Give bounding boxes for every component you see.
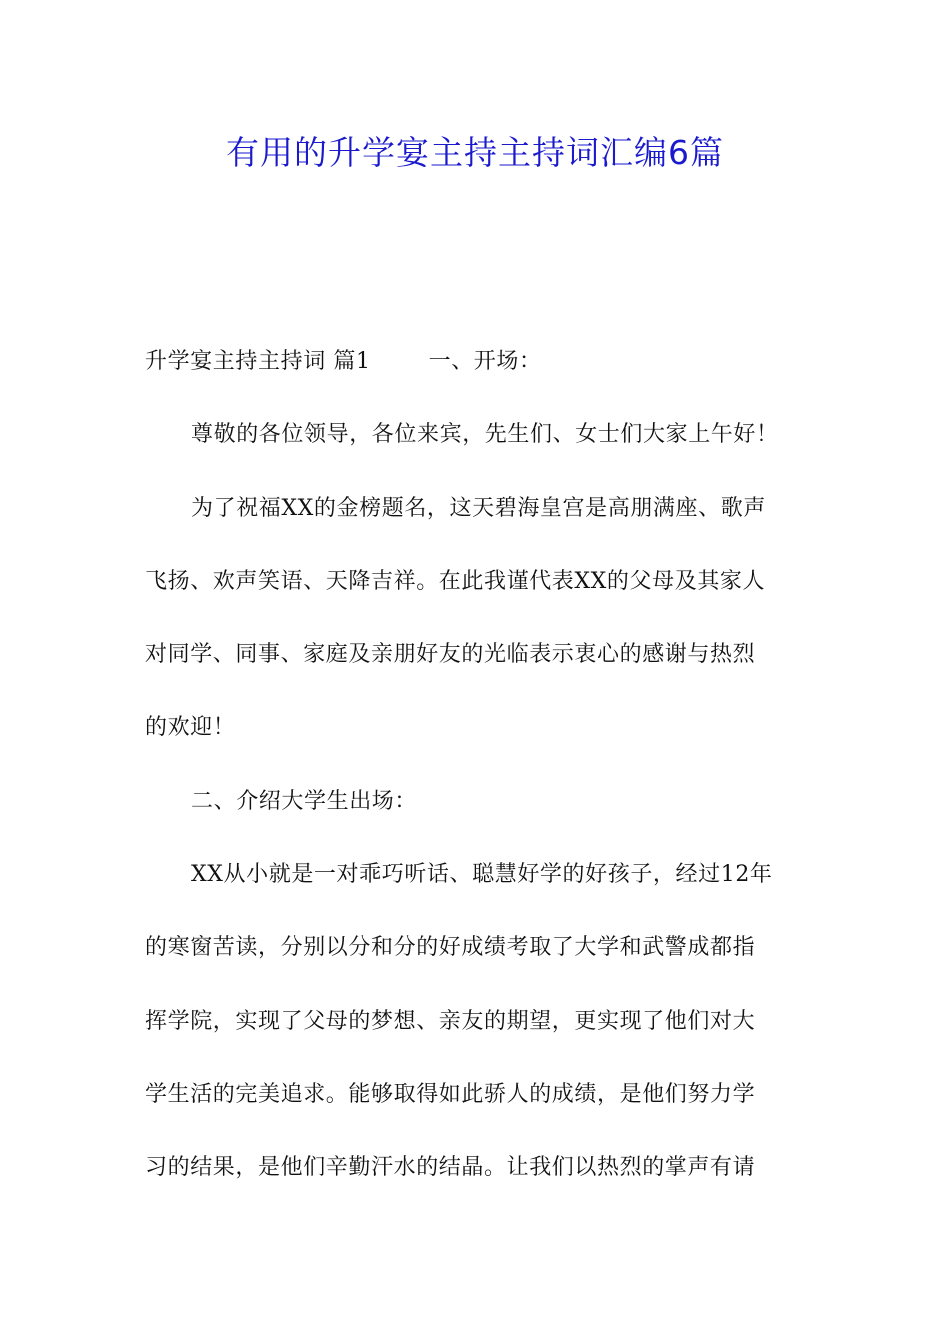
document-body (145, 341, 807, 1221)
paragraph-line: 尊敬的各位领导，各位来宾，先生们、女士们大家上午好！ (191, 422, 779, 448)
paragraph-line: 挥学院，实现了父母的梦想、亲友的期望，更实现了他们对大 (145, 1008, 756, 1034)
section-heading: 升学宴主持主持词 篇1 (145, 349, 371, 374)
paragraph-line: 学生活的完美追求。能够取得如此骄人的成绩，是他们努力学 (145, 1081, 756, 1107)
intro-heading: 二、介绍大学生出场： (191, 788, 418, 814)
paragraph-line: 飞扬、欢声笑语、天降吉祥。在此我谨代表XX的父母及其家人 (145, 568, 766, 594)
paragraph-line: XX从小就是一对乖巧听话、聪慧好学的好孩子，经过12年 (191, 862, 773, 888)
document-title: 有用的升学宴主持主持词汇编6篇 (226, 133, 724, 172)
paragraph-line: 的欢迎！ (145, 715, 236, 741)
paragraph-line: 习的结果，是他们辛勤汗水的结晶。让我们以热烈的掌声有请 (145, 1155, 756, 1181)
paragraph-line: 对同学、同事、家庭及亲朋好友的光临表示衷心的感谢与热烈 (145, 642, 756, 668)
paragraph-line: 的寒窗苦读，分别以分和分的好成绩考取了大学和武警成都指 (145, 935, 756, 961)
section-heading-line (145, 341, 807, 414)
paragraph-line: 为了祝福XX的金榜题名，这天碧海皇宫是高朋满座、歌声 (191, 495, 766, 521)
opening-heading: 一、开场： (428, 349, 542, 374)
